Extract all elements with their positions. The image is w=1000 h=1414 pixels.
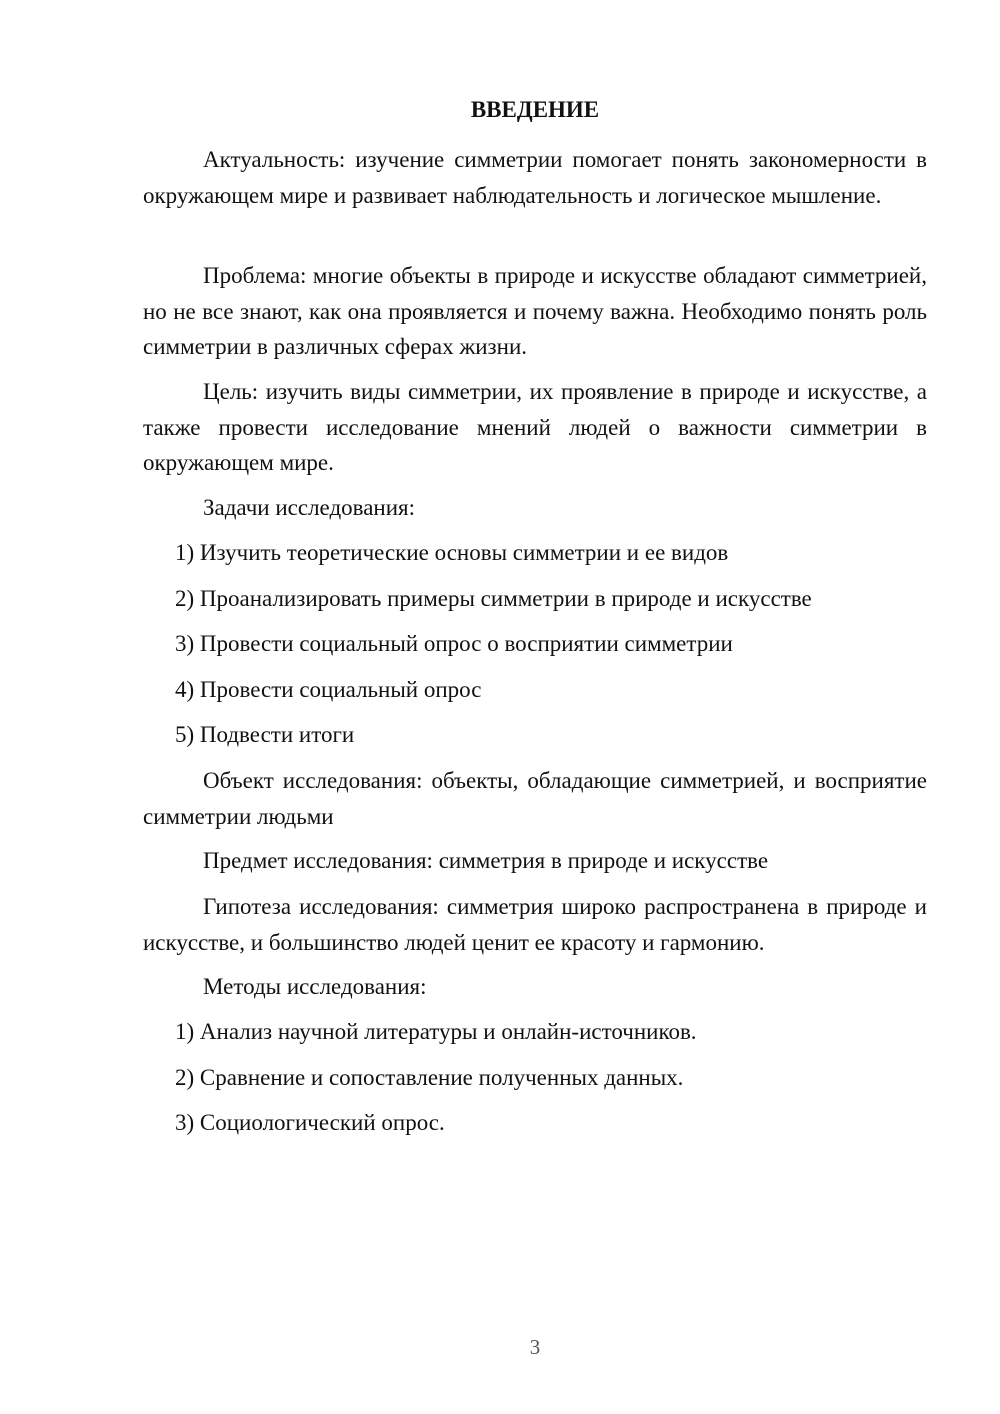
list-item: 4) Провести социальный опрос xyxy=(175,677,482,702)
list-item: 3) Провести социальный опрос о восприятии симметрии xyxy=(175,631,733,656)
goal-paragraph: Цель: изучить виды симметрии, их проявление в природе и искусстве, а также провести исследование мнений людей о важности симметрии в окружающем мире. xyxy=(143,379,927,475)
list-item: 1) Изучить теоретические основы симметрии и ее видов xyxy=(175,540,729,565)
page-number: 3 xyxy=(529,1335,541,1359)
list-item: 1) Анализ научной литературы и онлайн-источников. xyxy=(175,1019,697,1044)
page-title: ВВЕДЕНИЕ xyxy=(470,97,600,122)
list-item: 5) Подвести итоги xyxy=(175,722,355,747)
relevance-paragraph: Актуальность: изучение симметрии помогает понять закономерности в окружающем мире и развивает наблюдательность и логическое мышление. xyxy=(143,147,927,208)
problem-paragraph: Проблема: многие объекты в природе и искусстве обладают симметрией, но не все знают, как она проявляется и почему важна. Необходимо понять роль симметрии в различных сферах жизни. xyxy=(143,263,927,359)
list-item: 3) Социологический опрос. xyxy=(175,1110,445,1135)
tasks-heading: Задачи исследования: xyxy=(203,495,416,520)
list-item: 2) Проанализировать примеры симметрии в природе и искусстве xyxy=(175,586,812,611)
object-paragraph: Объект исследования: объекты, обладающие симметрией, и восприятие симметрии людьми xyxy=(143,768,927,829)
methods-heading: Методы исследования: xyxy=(203,974,427,999)
hypothesis-paragraph: Гипотеза исследования: симметрия широко распространена в природе и искусстве, и большинство людей ценит ее красоту и гармонию. xyxy=(143,894,927,955)
subject-paragraph: Предмет исследования: симметрия в природе и искусстве xyxy=(203,848,769,873)
list-item: 2) Сравнение и сопоставление полученных данных. xyxy=(175,1065,684,1090)
